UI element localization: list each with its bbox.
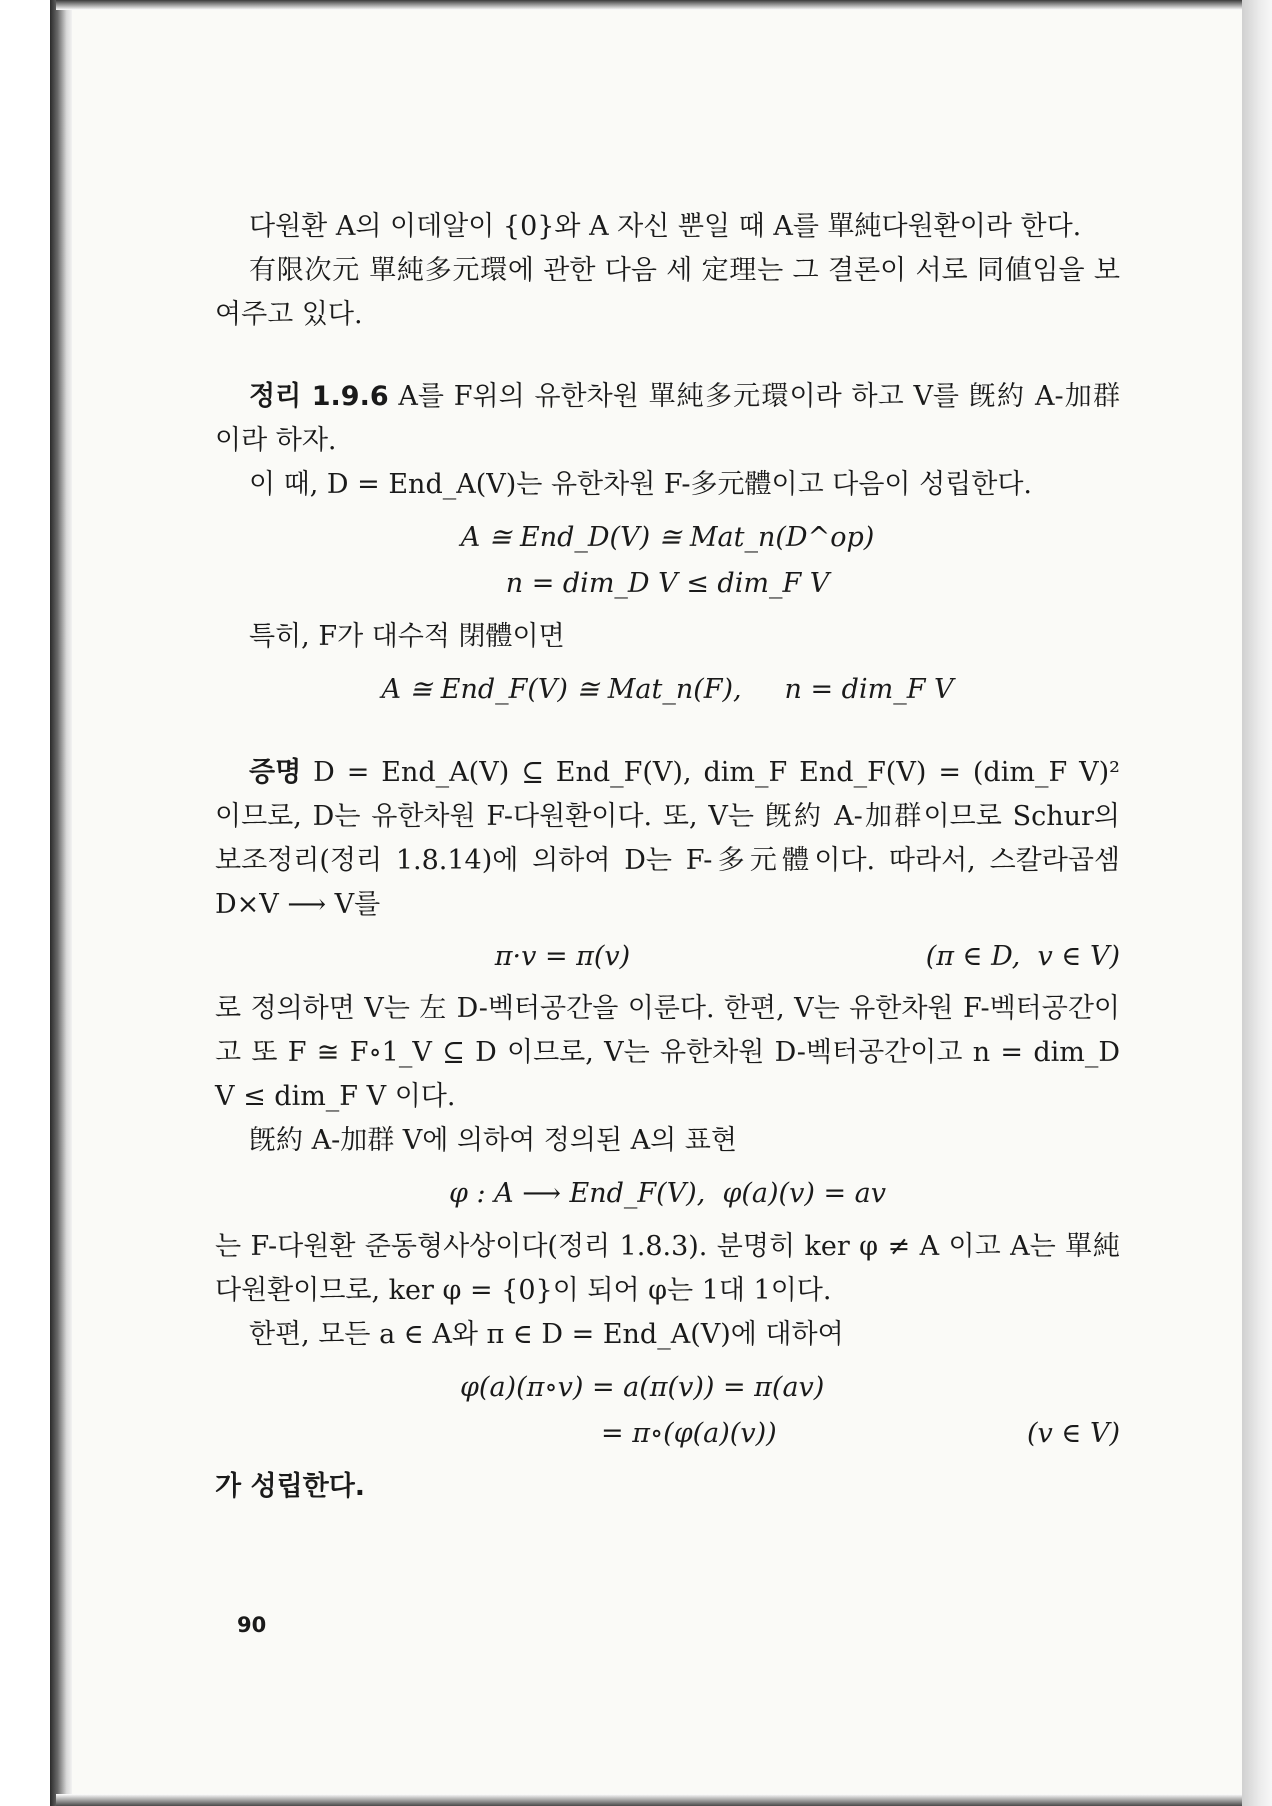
proof-equation-commute	[215, 1365, 1120, 1457]
commute-equation-line-1: φ(a)(π∘v) = a(π(v)) = π(av)	[460, 1372, 825, 1403]
theorem-statement: A를 F위의 유한차원 單純多元環이라 하고 V를 旣約 A-加群이라 하자.	[215, 381, 1120, 456]
commute-equation-condition: (v ∈ V)	[1027, 1418, 1120, 1449]
proof-text-1: D = End_A(V) ⊆ End_F(V), dim_F End_F(V) = (dim_F V)² 이므로, D는 유한차원 F-다원환이다. 또, V는 旣約 A-加群이므로 Schur의 보조정리(정리 1.8.14)에 의하여 D는 F-多元體이다. 따라서, 스칼라곱셈 D×V ⟶ V를	[215, 757, 1120, 920]
book-bottom-edge	[56, 1794, 1242, 1806]
proof-conclusion: 가 성립한다.	[215, 1471, 366, 1502]
intro-paragraph-2: 有限次元 單純多元環에 관한 다음 세 定理는 그 결론이 서로 同値임을 보여주고 있다.	[215, 255, 1120, 330]
book-top-edge	[56, 0, 1242, 10]
proof-paragraph-2: 로 정의하면 V는 左 D-벡터공간을 이룬다. 한편, V는 유한차원 F-벡터공간이고 또 F ≅ F∘1_V ⊆ D 이므로, V는 유한차원 D-벡터공간이고 n = dim_D V ≤ dim_F V 이다.	[215, 993, 1120, 1112]
theorem-label: 정리 1.9.6	[249, 381, 389, 412]
commute-equation-line-2: = π∘(φ(a)(v))	[601, 1418, 777, 1449]
proof-paragraph-5: 한편, 모든 a ∈ A와 π ∈ D = End_A(V)에 대하여	[249, 1319, 844, 1350]
theorem-then-text: 이 때, D = End_A(V)는 유한차원 F-多元體이고 다음이 성립한다.	[249, 469, 1032, 500]
proof-equation-representation: φ : A ⟶ End_F(V), φ(a)(v) = av	[449, 1178, 886, 1209]
theorem-equation-1: A ≅ End_D(V) ≅ Mat_n(D^op)	[460, 522, 875, 553]
page-right-shadow	[1242, 0, 1272, 1806]
proof-equation-scalar-mult	[215, 935, 1120, 979]
proof-paragraph-4: 는 F-다원환 준동형사상이다(정리 1.8.3). 분명히 ker φ ≠ A 이고 A는 單純다원환이므로, ker φ = {0}이 되어 φ는 1대 1이다.	[215, 1231, 1120, 1306]
theorem-block	[215, 375, 1120, 463]
book-spine-edge	[50, 0, 72, 1806]
proof-paragraph-1	[215, 751, 1120, 927]
theorem-special-case-text: 특히, F가 대수적 閉體이면	[249, 621, 565, 652]
page-number: 90	[237, 1613, 267, 1637]
theorem-equation-2: n = dim_D V ≤ dim_F V	[505, 568, 830, 599]
proof-label: 증명	[249, 757, 302, 788]
page-content	[215, 205, 1120, 1509]
scalar-mult-definition: π·v = π(v)	[494, 941, 631, 972]
intro-paragraph-1: 다원환 A의 이데알이 {0}와 A 자신 뿐일 때 A를 單純다원환이라 한다.	[249, 211, 1082, 242]
proof-paragraph-3: 旣約 A-加群 V에 의하여 정의된 A의 표현	[249, 1125, 737, 1156]
theorem-equation-3: A ≅ End_F(V) ≅ Mat_n(F), n = dim_F V	[381, 674, 954, 705]
scalar-mult-condition: (π ∈ D, v ∈ V)	[925, 941, 1120, 972]
